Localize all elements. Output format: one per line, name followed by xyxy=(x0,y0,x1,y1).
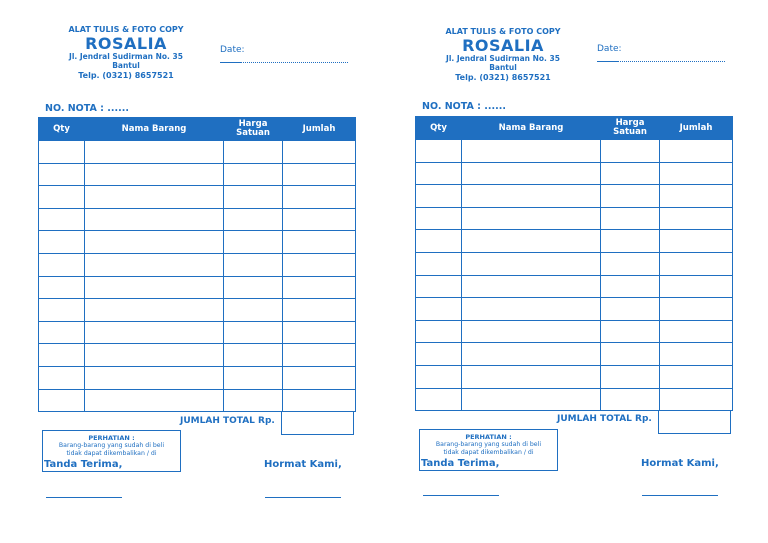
table-row xyxy=(416,275,733,298)
shop-phone: Telp. (0321) 8657521 xyxy=(78,71,174,80)
notice-line1: Barang-barang yang sudah di beli xyxy=(435,441,542,448)
item-name-cell[interactable] xyxy=(85,389,224,412)
amount-cell[interactable] xyxy=(660,320,733,343)
table-row xyxy=(39,231,356,254)
item-name-cell[interactable] xyxy=(462,388,601,411)
qty-cell[interactable] xyxy=(416,162,462,185)
item-name-cell[interactable] xyxy=(462,320,601,343)
unit-price-cell[interactable] xyxy=(224,208,283,231)
table-row xyxy=(39,299,356,322)
notice-title: PERHATIAN : xyxy=(465,433,512,441)
total-label: JUMLAH TOTAL Rp. xyxy=(180,416,275,426)
amount-cell[interactable] xyxy=(660,252,733,275)
notice-title: PERHATIAN : xyxy=(88,434,135,442)
amount-cell[interactable] xyxy=(660,140,733,163)
items-table-header xyxy=(416,117,733,140)
qty-cell[interactable] xyxy=(416,320,462,343)
table-row xyxy=(416,365,733,388)
shop-header xyxy=(58,25,194,81)
date-label: Date: xyxy=(220,45,245,55)
item-name-cell[interactable] xyxy=(462,343,601,366)
unit-price-cell[interactable] xyxy=(224,276,283,299)
amount-cell[interactable] xyxy=(283,253,356,276)
shop-subtitle: ALAT TULIS & FOTO COPY xyxy=(68,25,184,34)
table-row xyxy=(39,366,356,389)
date-field-line[interactable] xyxy=(220,62,348,63)
total-label: JUMLAH TOTAL Rp. xyxy=(557,414,652,424)
amount-cell[interactable] xyxy=(283,208,356,231)
item-name-cell[interactable] xyxy=(462,185,601,208)
items-table xyxy=(415,116,733,411)
nota-number-label: NO. NOTA : ...... xyxy=(422,101,506,112)
notice-line2: tidak dapat dikembalikan / di xyxy=(443,449,534,456)
amount-cell[interactable] xyxy=(283,163,356,186)
sender-signature-line[interactable] xyxy=(642,495,718,496)
item-name-cell[interactable] xyxy=(85,366,224,389)
unit-price-cell[interactable] xyxy=(224,389,283,412)
receiver-signature-line[interactable] xyxy=(46,497,122,498)
unit-price-cell[interactable] xyxy=(224,231,283,254)
shop-address-line1: Jl. Jendral Sudirman No. 35 xyxy=(446,54,560,63)
amount-cell[interactable] xyxy=(660,388,733,411)
amount-cell[interactable] xyxy=(283,366,356,389)
amount-cell[interactable] xyxy=(283,299,356,322)
item-name-cell[interactable] xyxy=(85,208,224,231)
table-row xyxy=(416,252,733,275)
unit-price-cell[interactable] xyxy=(601,185,660,208)
table-row xyxy=(39,389,356,412)
amount-cell[interactable] xyxy=(660,207,733,230)
qty-cell[interactable] xyxy=(39,299,85,322)
item-name-cell[interactable] xyxy=(85,163,224,186)
table-row xyxy=(416,388,733,411)
notice-line2: tidak dapat dikembalikan / di xyxy=(66,450,157,457)
qty-cell[interactable] xyxy=(416,365,462,388)
amount-cell[interactable] xyxy=(660,275,733,298)
qty-cell[interactable] xyxy=(39,186,85,209)
nota-number-label: NO. NOTA : ...... xyxy=(45,103,129,114)
qty-cell[interactable] xyxy=(39,366,85,389)
notice-line1: Barang-barang yang sudah di beli xyxy=(58,442,165,449)
receipt-right xyxy=(377,0,761,543)
item-name-cell[interactable] xyxy=(462,275,601,298)
item-name-cell[interactable] xyxy=(462,207,601,230)
table-row xyxy=(416,207,733,230)
table-row xyxy=(39,276,356,299)
qty-cell[interactable] xyxy=(416,275,462,298)
column-header-amount: Jumlah xyxy=(660,117,733,140)
shop-name: ROSALIA xyxy=(85,34,167,53)
amount-cell[interactable] xyxy=(660,298,733,321)
unit-price-cell[interactable] xyxy=(601,320,660,343)
amount-cell[interactable] xyxy=(283,276,356,299)
total-amount-box[interactable] xyxy=(658,410,731,434)
column-header-unit-price: Harga Satuan xyxy=(224,118,283,141)
sender-signature-line[interactable] xyxy=(265,497,341,498)
unit-price-cell[interactable] xyxy=(601,365,660,388)
shop-header xyxy=(435,27,571,83)
qty-cell[interactable] xyxy=(416,252,462,275)
unit-price-cell[interactable] xyxy=(601,298,660,321)
item-name-cell[interactable] xyxy=(85,186,224,209)
qty-cell[interactable] xyxy=(39,344,85,367)
item-name-cell[interactable] xyxy=(462,365,601,388)
qty-cell[interactable] xyxy=(39,276,85,299)
date-field-line[interactable] xyxy=(597,61,725,62)
item-name-cell[interactable] xyxy=(85,299,224,322)
table-row xyxy=(39,186,356,209)
item-name-cell[interactable] xyxy=(85,276,224,299)
qty-cell[interactable] xyxy=(416,230,462,253)
total-amount-box[interactable] xyxy=(281,411,354,435)
amount-cell[interactable] xyxy=(283,231,356,254)
column-header-qty: Qty xyxy=(39,118,85,141)
table-row xyxy=(39,163,356,186)
table-row xyxy=(416,298,733,321)
shop-phone: Telp. (0321) 8657521 xyxy=(455,73,551,82)
qty-cell[interactable] xyxy=(39,389,85,412)
qty-cell[interactable] xyxy=(416,185,462,208)
item-name-cell[interactable] xyxy=(462,230,601,253)
items-table xyxy=(38,117,356,412)
amount-cell[interactable] xyxy=(283,321,356,344)
table-row xyxy=(39,208,356,231)
amount-cell[interactable] xyxy=(660,230,733,253)
table-row xyxy=(39,344,356,367)
item-name-cell[interactable] xyxy=(462,252,601,275)
item-name-cell[interactable] xyxy=(85,344,224,367)
amount-cell[interactable] xyxy=(660,343,733,366)
unit-price-cell[interactable] xyxy=(224,141,283,164)
unit-price-cell[interactable] xyxy=(601,343,660,366)
receiver-label: Tanda Terima, xyxy=(421,458,500,469)
item-name-cell[interactable] xyxy=(85,321,224,344)
amount-cell[interactable] xyxy=(283,186,356,209)
table-row xyxy=(416,230,733,253)
receiver-signature-line[interactable] xyxy=(423,495,499,496)
table-row xyxy=(39,321,356,344)
qty-cell[interactable] xyxy=(39,208,85,231)
table-row xyxy=(416,343,733,366)
receiver-label: Tanda Terima, xyxy=(44,459,123,470)
shop-name: ROSALIA xyxy=(462,36,544,55)
column-header-item-name: Nama Barang xyxy=(462,117,601,140)
items-table-header xyxy=(39,118,356,141)
column-header-item-name: Nama Barang xyxy=(85,118,224,141)
sender-label: Hormat Kami, xyxy=(264,459,342,470)
table-row xyxy=(39,141,356,164)
unit-price-cell[interactable] xyxy=(224,344,283,367)
unit-price-cell[interactable] xyxy=(224,321,283,344)
unit-price-cell[interactable] xyxy=(224,186,283,209)
qty-cell[interactable] xyxy=(39,163,85,186)
amount-cell[interactable] xyxy=(660,365,733,388)
qty-cell[interactable] xyxy=(416,207,462,230)
unit-price-cell[interactable] xyxy=(601,162,660,185)
amount-cell[interactable] xyxy=(283,141,356,164)
column-header-amount: Jumlah xyxy=(283,118,356,141)
shop-subtitle: ALAT TULIS & FOTO COPY xyxy=(445,27,561,36)
amount-cell[interactable] xyxy=(660,185,733,208)
item-name-cell[interactable] xyxy=(85,141,224,164)
table-row xyxy=(416,320,733,343)
unit-price-cell[interactable] xyxy=(601,388,660,411)
column-header-unit-price: Harga Satuan xyxy=(601,117,660,140)
qty-cell[interactable] xyxy=(416,298,462,321)
unit-price-cell[interactable] xyxy=(601,275,660,298)
qty-cell[interactable] xyxy=(416,343,462,366)
unit-price-cell[interactable] xyxy=(224,163,283,186)
table-row xyxy=(416,162,733,185)
qty-cell[interactable] xyxy=(39,253,85,276)
column-header-qty: Qty xyxy=(416,117,462,140)
table-row xyxy=(416,140,733,163)
items-table-body xyxy=(416,140,733,411)
item-name-cell[interactable] xyxy=(85,253,224,276)
unit-price-cell[interactable] xyxy=(224,366,283,389)
item-name-cell[interactable] xyxy=(85,231,224,254)
item-name-cell[interactable] xyxy=(462,140,601,163)
shop-address-line2: Bantul xyxy=(112,60,140,70)
unit-price-cell[interactable] xyxy=(601,252,660,275)
item-name-cell[interactable] xyxy=(462,162,601,185)
amount-cell[interactable] xyxy=(283,389,356,412)
unit-price-cell[interactable] xyxy=(601,207,660,230)
amount-cell[interactable] xyxy=(660,162,733,185)
date-label: Date: xyxy=(597,44,622,54)
items-table-body xyxy=(39,141,356,412)
unit-price-cell[interactable] xyxy=(224,299,283,322)
table-row xyxy=(39,253,356,276)
unit-price-cell[interactable] xyxy=(224,253,283,276)
item-name-cell[interactable] xyxy=(462,298,601,321)
qty-cell[interactable] xyxy=(39,231,85,254)
qty-cell[interactable] xyxy=(416,388,462,411)
shop-address-line1: Jl. Jendral Sudirman No. 35 xyxy=(69,52,183,61)
shop-address-line2: Bantul xyxy=(489,62,517,72)
qty-cell[interactable] xyxy=(39,321,85,344)
table-row xyxy=(416,185,733,208)
qty-cell[interactable] xyxy=(416,140,462,163)
amount-cell[interactable] xyxy=(283,344,356,367)
unit-price-cell[interactable] xyxy=(601,230,660,253)
sender-label: Hormat Kami, xyxy=(641,458,719,469)
qty-cell[interactable] xyxy=(39,141,85,164)
unit-price-cell[interactable] xyxy=(601,140,660,163)
